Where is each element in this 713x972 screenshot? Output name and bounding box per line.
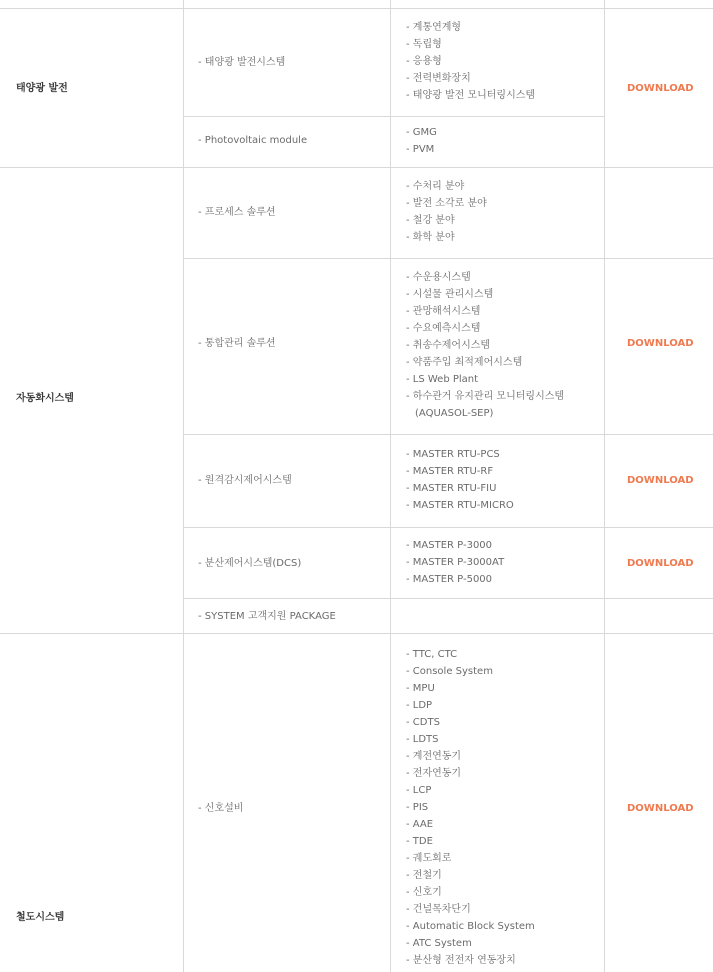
list-item: - 건널목차단기 <box>406 904 471 915</box>
list-item: - LDTS <box>406 734 439 745</box>
product-item-list <box>406 19 535 104</box>
list-item: - MASTER P-3000AT <box>406 557 505 568</box>
list-item: - LS Web Plant <box>406 374 479 385</box>
list-item: - AAE <box>406 819 434 830</box>
list-item: - Automatic Block System <box>406 921 535 932</box>
row-divider <box>0 8 713 9</box>
list-item: - CDTS <box>406 717 440 728</box>
column-divider <box>604 0 605 972</box>
list-item: - 태양광 발전 모니터링시스템 <box>406 90 536 101</box>
product-label: - SYSTEM 고객지원 PACKAGE <box>198 611 336 622</box>
list-item: - 분산형 전전자 연동장치 <box>406 955 516 966</box>
row-divider <box>183 258 713 259</box>
list-item: - 수운용시스템 <box>406 272 471 283</box>
list-item: - 독립형 <box>406 39 442 50</box>
download-link[interactable]: DOWNLOAD <box>627 803 694 814</box>
list-item: - MASTER RTU-FIU <box>406 483 497 494</box>
row-divider <box>183 434 713 435</box>
list-item: - LCP <box>406 785 432 796</box>
product-label: - 분산제어시스템(DCS) <box>198 558 302 569</box>
product-item-list <box>406 269 564 422</box>
product-label: - 프로세스 솔루션 <box>198 207 276 218</box>
list-item: - TDE <box>406 836 433 847</box>
list-item: - MASTER P-3000 <box>406 540 493 551</box>
download-link[interactable]: DOWNLOAD <box>627 83 694 94</box>
list-item: - 신호기 <box>406 887 442 898</box>
download-link[interactable]: DOWNLOAD <box>627 475 694 486</box>
list-item: - MPU <box>406 683 435 694</box>
list-item: (AQUASOL-SEP) <box>415 408 494 419</box>
list-item: - 화학 분야 <box>406 232 455 243</box>
list-item: - 발전 소각로 분야 <box>406 198 487 209</box>
product-item-list <box>406 178 487 246</box>
list-item: - 전력변화장치 <box>406 73 471 84</box>
product-label: - 원격감시제어시스템 <box>198 475 292 486</box>
list-item: - PVM <box>406 144 435 155</box>
list-item: - 궤도회로 <box>406 853 452 864</box>
product-label: - Photovoltaic module <box>198 135 308 146</box>
list-item: - 수처리 분야 <box>406 181 465 192</box>
list-item: - 계전연동기 <box>406 751 462 762</box>
list-item: - 응용형 <box>406 56 442 67</box>
list-item: - 계통연계형 <box>406 22 462 33</box>
product-item-list <box>406 124 437 158</box>
row-divider <box>0 167 713 168</box>
list-item: - LDP <box>406 700 433 711</box>
row-divider <box>183 527 713 528</box>
column-divider <box>390 0 391 972</box>
list-item: - Console System <box>406 666 493 677</box>
list-item: - 전자연동기 <box>406 768 462 779</box>
list-item: - 하수관거 유지관리 모니터링시스템 <box>406 391 565 402</box>
list-item: - 철강 분야 <box>406 215 455 226</box>
product-item-list <box>406 446 514 514</box>
list-item: - MASTER RTU-MICRO <box>406 500 514 511</box>
list-item: - PIS <box>406 802 429 813</box>
row-divider <box>0 633 713 634</box>
category-label: 철도시스템 <box>16 912 65 923</box>
list-item: - MASTER RTU-PCS <box>406 449 500 460</box>
row-divider <box>183 116 605 117</box>
list-item: - 전철기 <box>406 870 442 881</box>
product-label: - 태양광 발전시스템 <box>198 57 286 68</box>
category-label: 자동화시스템 <box>16 393 74 404</box>
list-item: - 수요예측시스템 <box>406 323 481 334</box>
product-item-list <box>406 646 535 969</box>
download-link[interactable]: DOWNLOAD <box>627 338 694 349</box>
list-item: - 약품주입 최적제어시스템 <box>406 357 523 368</box>
category-label: 태양광 발전 <box>16 83 68 94</box>
list-item: - ATC System <box>406 938 472 949</box>
list-item: - 취송수제어시스템 <box>406 340 491 351</box>
list-item: - GMG <box>406 127 437 138</box>
product-label: - 신호설비 <box>198 803 244 814</box>
product-label: - 통합관리 솔루션 <box>198 338 276 349</box>
product-item-list <box>406 537 504 588</box>
download-link[interactable]: DOWNLOAD <box>627 558 694 569</box>
list-item: - TTC, CTC <box>406 649 458 660</box>
row-divider <box>183 598 713 599</box>
column-divider <box>183 0 184 972</box>
list-item: - 관망해석시스템 <box>406 306 481 317</box>
list-item: - MASTER RTU-RF <box>406 466 494 477</box>
list-item: - 시설물 관리시스템 <box>406 289 494 300</box>
list-item: - MASTER P-5000 <box>406 574 493 585</box>
